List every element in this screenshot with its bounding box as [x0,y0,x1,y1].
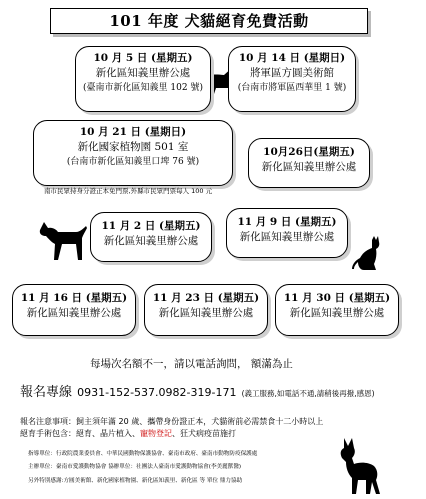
surgery-text: 、狂犬病疫苗施打 [172,429,236,438]
cat-illustration [352,236,384,272]
hotline-numbers: 0931-152-537.0982-319-171 [77,386,237,399]
event-card [75,46,211,112]
hotline-row [20,381,375,400]
event-venue: 新化區知義里辦公處 [261,161,357,173]
event-address: (台南市將軍區西華里 1 號) [237,83,347,93]
event-card [90,212,212,262]
event-card [12,284,136,336]
event-venue: 將軍區方圓美術館 [250,67,334,79]
hotline-hours: (義工服務,如電話不通,請稍後再撥,感恩) [241,389,375,398]
hotline-label: 報名專線 [20,385,73,400]
event-date: 11 月 23 日 (星期五) [152,292,260,304]
footer-line: 指導單位：行政院農業委員會、中華民國動物保護協會、臺南市政府、臺南市動物防疫保護處 [28,451,258,457]
event-date: 10 月 14 日 (星期日) [238,52,346,64]
dog-illustration [336,436,384,496]
rules-row [20,416,323,427]
event-venue: 新化區知義里辦公處 [289,307,385,319]
event-address: (臺南市新化區知義里 102 號) [83,83,203,93]
event-date: 10 月 5 日 (星期五) [93,52,193,64]
event-venue: 新化區知義里辦公處 [158,307,254,319]
event-date: 11 月 9 日 (星期五) [237,216,337,228]
event-card [228,46,356,112]
event-date: 11 月 30 日 (星期五) [283,292,391,304]
event-card [248,138,370,188]
ticket-note: 南市民眾持身分證正本免門票,外縣市民眾門票每人 100 元 [44,187,213,195]
rules-label: 報名注意事項： [20,417,76,426]
surgery-row [20,428,236,439]
surgery-text: 絕育、晶片植入、 [76,429,140,438]
event-date: 11 月 2 日 (星期五) [101,220,201,232]
event-venue: 新化區知義里辦公處 [95,67,191,79]
event-card [33,120,233,186]
event-venue: 新化區知義里辦公處 [103,235,199,247]
event-date: 10月26日(星期五) [263,146,355,158]
event-venue: 新化國家植物園 501 室 [77,141,189,153]
event-card [144,284,268,336]
event-venue: 新化區知義里辦公處 [239,231,335,243]
footer-line: 主辦單位：臺南市愛護動物協會 協辦單位：社團法人臺南市愛護動物協會(李美麗獸醫) [28,464,242,470]
event-address: (台南市新化區知義里口埤 76 號) [66,157,200,167]
event-card [275,284,399,336]
surgery-label: 絕育手術包含： [20,429,76,438]
rules-text: 飼主須年滿 20 歲、攜帶身份證正本，犬貓術前必需禁食十二小時以上 [76,417,324,426]
dog-illustration [36,214,90,268]
event-venue: 新化區知義里辦公處 [26,307,122,319]
footer-line: 另外特別感謝:方圓美術館、新化國家植物園、新化區知義里、新化區 等 單位 鼎力協助 [28,478,243,484]
event-card [226,208,348,258]
event-date: 10 月 21 日 (星期日) [79,126,187,138]
quota-note: 每場次名額不一，請以電話詢問， 額滿為止 [90,358,293,370]
page-title: 101 年度 犬貓絕育免費活動 [50,8,368,34]
event-date: 11 月 16 日 (星期五) [20,292,128,304]
surgery-text-highlight: 寵物登記 [140,429,172,438]
